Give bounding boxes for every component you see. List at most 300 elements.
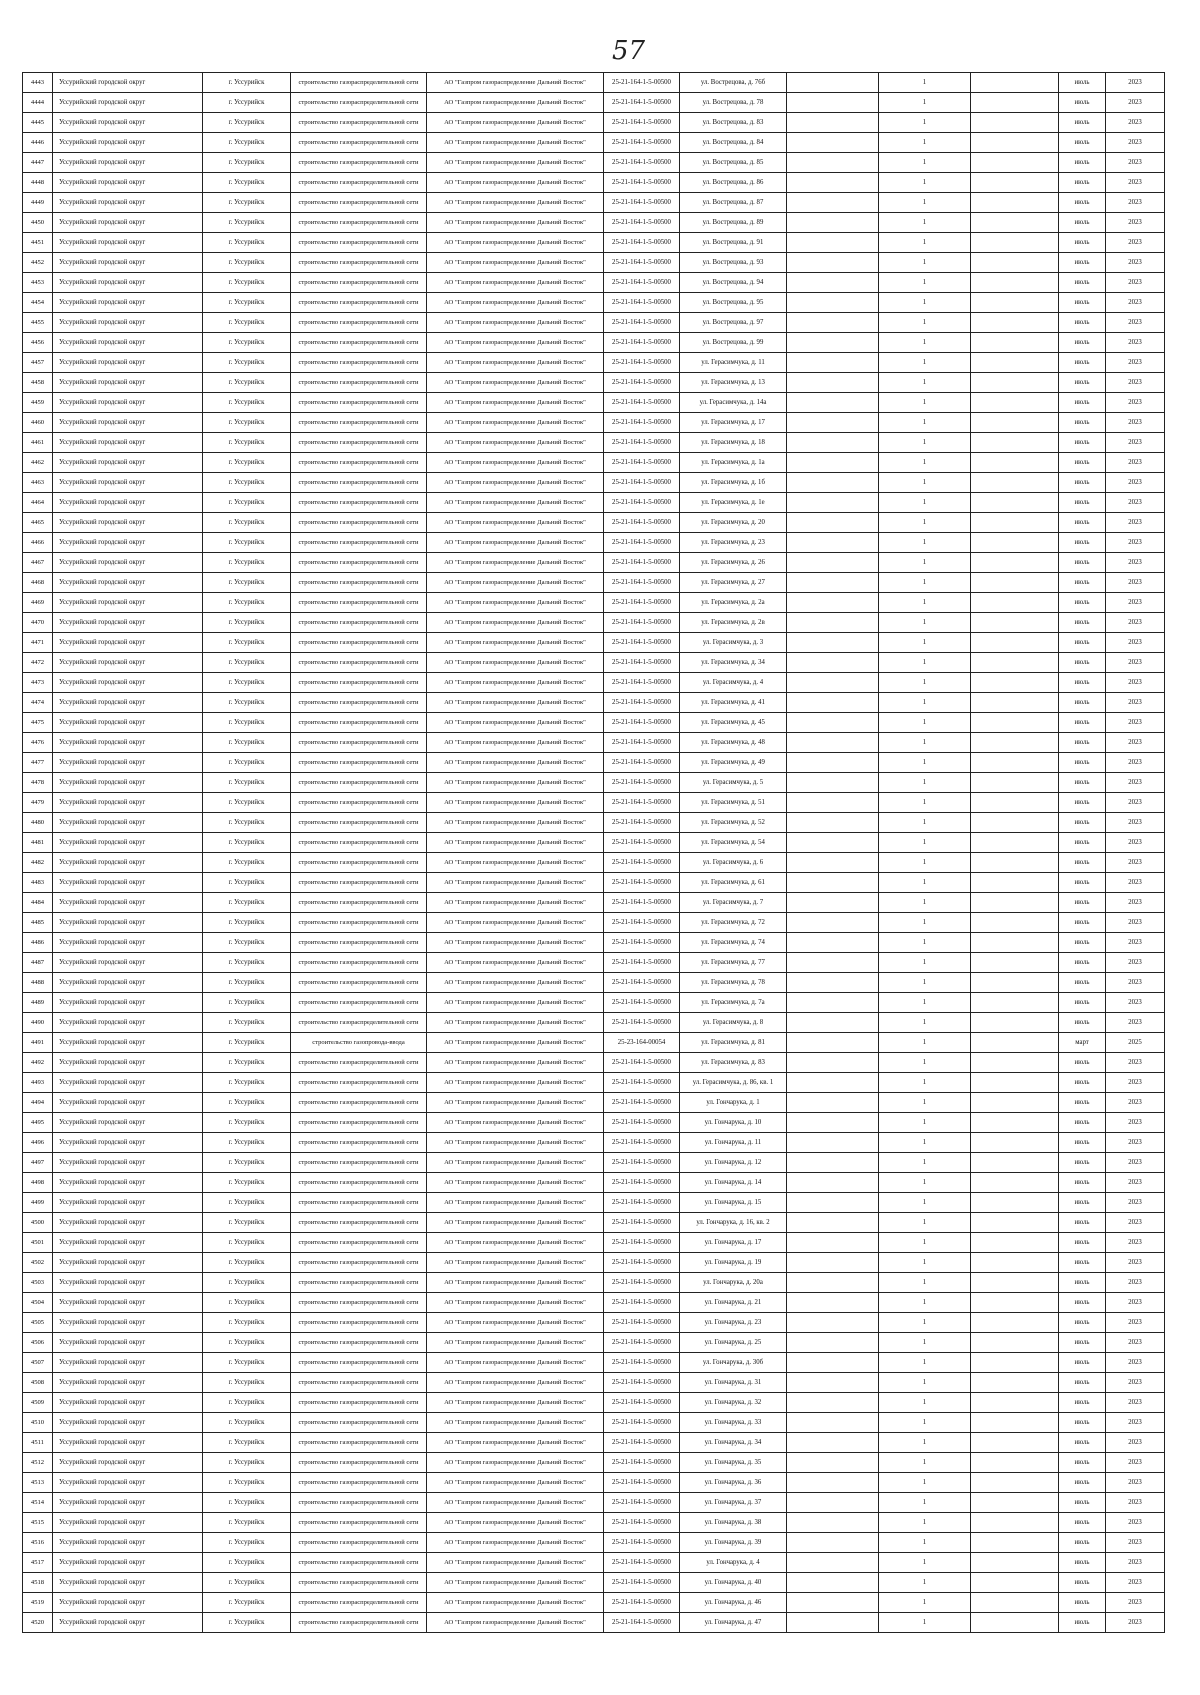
city-cell: г. Уссурийск bbox=[203, 453, 291, 473]
work-type-cell: строительство газораспределительной сети bbox=[291, 1233, 427, 1253]
quantity-cell: 1 bbox=[879, 773, 971, 793]
empty-cell-a bbox=[787, 1313, 879, 1333]
address-cell: ул. Вострецова, д. 99 bbox=[680, 333, 787, 353]
address-cell: ул. Гончарука, д. 31 bbox=[680, 1373, 787, 1393]
table-row bbox=[23, 1433, 1165, 1453]
city-cell: г. Уссурийск bbox=[203, 493, 291, 513]
city-cell: г. Уссурийск bbox=[203, 793, 291, 813]
row-number: 4481 bbox=[23, 833, 53, 853]
city-cell: г. Уссурийск bbox=[203, 853, 291, 873]
city-cell: г. Уссурийск bbox=[203, 333, 291, 353]
work-type-cell: строительство газораспределительной сети bbox=[291, 1373, 427, 1393]
okrug-cell: Уссурийский городской округ bbox=[53, 653, 203, 673]
table-row bbox=[23, 513, 1165, 533]
month-cell: июль bbox=[1059, 1553, 1106, 1573]
address-cell: ул. Вострецова, д. 94 bbox=[680, 273, 787, 293]
year-cell: 2023 bbox=[1106, 1073, 1165, 1093]
program-code-cell: 25-21-164-1-5-00500 bbox=[604, 173, 680, 193]
year-cell: 2023 bbox=[1106, 273, 1165, 293]
row-number: 4477 bbox=[23, 753, 53, 773]
row-number: 4494 bbox=[23, 1093, 53, 1113]
empty-cell-b bbox=[971, 693, 1059, 713]
table-row bbox=[23, 1213, 1165, 1233]
empty-cell-b bbox=[971, 1593, 1059, 1613]
empty-cell-a bbox=[787, 993, 879, 1013]
work-type-cell: строительство газораспределительной сети bbox=[291, 1013, 427, 1033]
row-number: 4474 bbox=[23, 693, 53, 713]
row-number: 4502 bbox=[23, 1253, 53, 1273]
empty-cell-a bbox=[787, 1253, 879, 1273]
program-code-cell: 25-21-164-1-5-00500 bbox=[604, 1093, 680, 1113]
month-cell: июль bbox=[1059, 1413, 1106, 1433]
organization-cell: АО "Газпром газораспределение Дальний Восток" bbox=[427, 593, 604, 613]
okrug-cell: Уссурийский городской округ bbox=[53, 1353, 203, 1373]
year-cell: 2023 bbox=[1106, 1473, 1165, 1493]
organization-cell: АО "Газпром газораспределение Дальний Восток" bbox=[427, 1133, 604, 1153]
month-cell: июль bbox=[1059, 1613, 1106, 1633]
month-cell: июль bbox=[1059, 453, 1106, 473]
month-cell: июль bbox=[1059, 593, 1106, 613]
year-cell: 2023 bbox=[1106, 793, 1165, 813]
city-cell: г. Уссурийск bbox=[203, 573, 291, 593]
city-cell: г. Уссурийск bbox=[203, 673, 291, 693]
okrug-cell: Уссурийский городской округ bbox=[53, 1373, 203, 1393]
okrug-cell: Уссурийский городской округ bbox=[53, 1413, 203, 1433]
program-code-cell: 25-21-164-1-5-00500 bbox=[604, 293, 680, 313]
table-row bbox=[23, 813, 1165, 833]
work-type-cell: строительство газораспределительной сети bbox=[291, 1613, 427, 1633]
program-code-cell: 25-21-164-1-5-00500 bbox=[604, 1113, 680, 1133]
quantity-cell: 1 bbox=[879, 293, 971, 313]
work-type-cell: строительство газораспределительной сети bbox=[291, 1353, 427, 1373]
year-cell: 2023 bbox=[1106, 1533, 1165, 1553]
quantity-cell: 1 bbox=[879, 1253, 971, 1273]
table-row bbox=[23, 293, 1165, 313]
row-number: 4462 bbox=[23, 453, 53, 473]
okrug-cell: Уссурийский городской округ bbox=[53, 573, 203, 593]
program-code-cell: 25-21-164-1-5-00500 bbox=[604, 213, 680, 233]
address-cell: ул. Герасимчука, д. 1е bbox=[680, 493, 787, 513]
empty-cell-a bbox=[787, 273, 879, 293]
year-cell: 2023 bbox=[1106, 413, 1165, 433]
row-number: 4443 bbox=[23, 73, 53, 93]
address-cell: ул. Герасимчука, д. 20 bbox=[680, 513, 787, 533]
row-number: 4505 bbox=[23, 1313, 53, 1333]
month-cell: июль bbox=[1059, 713, 1106, 733]
address-cell: ул. Герасимчука, д. 34 bbox=[680, 653, 787, 673]
okrug-cell: Уссурийский городской округ bbox=[53, 553, 203, 573]
table-row bbox=[23, 1153, 1165, 1173]
work-type-cell: строительство газораспределительной сети bbox=[291, 153, 427, 173]
table-row bbox=[23, 533, 1165, 553]
organization-cell: АО "Газпром газораспределение Дальний Восток" bbox=[427, 1033, 604, 1053]
organization-cell: АО "Газпром газораспределение Дальний Восток" bbox=[427, 1113, 604, 1133]
month-cell: июль bbox=[1059, 853, 1106, 873]
work-type-cell: строительство газораспределительной сети bbox=[291, 613, 427, 633]
year-cell: 2023 bbox=[1106, 913, 1165, 933]
empty-cell-a bbox=[787, 473, 879, 493]
row-number: 4503 bbox=[23, 1273, 53, 1293]
empty-cell-b bbox=[971, 193, 1059, 213]
year-cell: 2023 bbox=[1106, 853, 1165, 873]
month-cell: июль bbox=[1059, 533, 1106, 553]
empty-cell-b bbox=[971, 733, 1059, 753]
organization-cell: АО "Газпром газораспределение Дальний Восток" bbox=[427, 713, 604, 733]
quantity-cell: 1 bbox=[879, 393, 971, 413]
work-type-cell: строительство газораспределительной сети bbox=[291, 1173, 427, 1193]
address-cell: ул. Герасимчука, д. 13 bbox=[680, 373, 787, 393]
organization-cell: АО "Газпром газораспределение Дальний Восток" bbox=[427, 1093, 604, 1113]
okrug-cell: Уссурийский городской округ bbox=[53, 833, 203, 853]
year-cell: 2023 bbox=[1106, 993, 1165, 1013]
empty-cell-a bbox=[787, 1113, 879, 1133]
work-type-cell: строительство газораспределительной сети bbox=[291, 1473, 427, 1493]
empty-cell-b bbox=[971, 1453, 1059, 1473]
work-type-cell: строительство газораспределительной сети bbox=[291, 313, 427, 333]
empty-cell-b bbox=[971, 453, 1059, 473]
okrug-cell: Уссурийский городской округ bbox=[53, 473, 203, 493]
quantity-cell: 1 bbox=[879, 853, 971, 873]
month-cell: июль bbox=[1059, 1573, 1106, 1593]
row-number: 4513 bbox=[23, 1473, 53, 1493]
organization-cell: АО "Газпром газораспределение Дальний Восток" bbox=[427, 333, 604, 353]
organization-cell: АО "Газпром газораспределение Дальний Восток" bbox=[427, 1233, 604, 1253]
quantity-cell: 1 bbox=[879, 1593, 971, 1613]
empty-cell-a bbox=[787, 113, 879, 133]
address-cell: ул. Герасимчука, д. 26 bbox=[680, 553, 787, 573]
address-cell: ул. Вострецова, д. 84 bbox=[680, 133, 787, 153]
empty-cell-b bbox=[971, 73, 1059, 93]
row-number: 4466 bbox=[23, 533, 53, 553]
program-code-cell: 25-21-164-1-5-00500 bbox=[604, 133, 680, 153]
work-type-cell: строительство газораспределительной сети bbox=[291, 1573, 427, 1593]
quantity-cell: 1 bbox=[879, 313, 971, 333]
city-cell: г. Уссурийск bbox=[203, 273, 291, 293]
month-cell: июль bbox=[1059, 1173, 1106, 1193]
city-cell: г. Уссурийск bbox=[203, 1433, 291, 1453]
table-row bbox=[23, 153, 1165, 173]
program-code-cell: 25-21-164-1-5-00500 bbox=[604, 1453, 680, 1473]
organization-cell: АО "Газпром газораспределение Дальний Восток" bbox=[427, 853, 604, 873]
year-cell: 2023 bbox=[1106, 93, 1165, 113]
address-cell: ул. Герасимчука, д. 11 bbox=[680, 353, 787, 373]
program-code-cell: 25-21-164-1-5-00500 bbox=[604, 233, 680, 253]
empty-cell-a bbox=[787, 1533, 879, 1553]
organization-cell: АО "Газпром газораспределение Дальний Восток" bbox=[427, 1193, 604, 1213]
year-cell: 2023 bbox=[1106, 1153, 1165, 1173]
program-code-cell: 25-21-164-1-5-00500 bbox=[604, 513, 680, 533]
empty-cell-b bbox=[971, 153, 1059, 173]
organization-cell: АО "Газпром газораспределение Дальний Восток" bbox=[427, 813, 604, 833]
empty-cell-b bbox=[971, 1613, 1059, 1633]
program-code-cell: 25-21-164-1-5-00500 bbox=[604, 973, 680, 993]
program-code-cell: 25-21-164-1-5-00500 bbox=[604, 1053, 680, 1073]
quantity-cell: 1 bbox=[879, 1333, 971, 1353]
address-cell: ул. Вострецова, д. 76б bbox=[680, 73, 787, 93]
quantity-cell: 1 bbox=[879, 733, 971, 753]
city-cell: г. Уссурийск bbox=[203, 753, 291, 773]
address-cell: ул. Герасимчука, д. 7 bbox=[680, 893, 787, 913]
organization-cell: АО "Газпром газораспределение Дальний Восток" bbox=[427, 653, 604, 673]
quantity-cell: 1 bbox=[879, 1053, 971, 1073]
row-number: 4480 bbox=[23, 813, 53, 833]
month-cell: июль bbox=[1059, 1113, 1106, 1133]
okrug-cell: Уссурийский городской округ bbox=[53, 1393, 203, 1413]
okrug-cell: Уссурийский городской округ bbox=[53, 293, 203, 313]
program-code-cell: 25-21-164-1-5-00500 bbox=[604, 313, 680, 333]
month-cell: июль bbox=[1059, 733, 1106, 753]
quantity-cell: 1 bbox=[879, 1273, 971, 1293]
empty-cell-a bbox=[787, 1173, 879, 1193]
table-row bbox=[23, 1193, 1165, 1213]
table-row bbox=[23, 693, 1165, 713]
organization-cell: АО "Газпром газораспределение Дальний Восток" bbox=[427, 193, 604, 213]
organization-cell: АО "Газпром газораспределение Дальний Восток" bbox=[427, 893, 604, 913]
okrug-cell: Уссурийский городской округ bbox=[53, 1613, 203, 1633]
program-code-cell: 25-21-164-1-5-00500 bbox=[604, 373, 680, 393]
okrug-cell: Уссурийский городской округ bbox=[53, 1493, 203, 1513]
organization-cell: АО "Газпром газораспределение Дальний Восток" bbox=[427, 1553, 604, 1573]
program-code-cell: 25-21-164-1-5-00500 bbox=[604, 1133, 680, 1153]
year-cell: 2023 bbox=[1106, 513, 1165, 533]
organization-cell: АО "Газпром газораспределение Дальний Восток" bbox=[427, 873, 604, 893]
month-cell: июль bbox=[1059, 873, 1106, 893]
row-number: 4450 bbox=[23, 213, 53, 233]
city-cell: г. Уссурийск bbox=[203, 1093, 291, 1113]
organization-cell: АО "Газпром газораспределение Дальний Восток" bbox=[427, 253, 604, 273]
quantity-cell: 1 bbox=[879, 1573, 971, 1593]
year-cell: 2023 bbox=[1106, 1113, 1165, 1133]
quantity-cell: 1 bbox=[879, 893, 971, 913]
city-cell: г. Уссурийск bbox=[203, 873, 291, 893]
month-cell: июль bbox=[1059, 793, 1106, 813]
organization-cell: АО "Газпром газораспределение Дальний Восток" bbox=[427, 673, 604, 693]
quantity-cell: 1 bbox=[879, 193, 971, 213]
program-code-cell: 25-21-164-1-5-00500 bbox=[604, 1573, 680, 1593]
quantity-cell: 1 bbox=[879, 1313, 971, 1333]
year-cell: 2023 bbox=[1106, 1493, 1165, 1513]
empty-cell-a bbox=[787, 1513, 879, 1533]
empty-cell-b bbox=[971, 1213, 1059, 1233]
table-row bbox=[23, 1573, 1165, 1593]
table-row bbox=[23, 953, 1165, 973]
month-cell: июль bbox=[1059, 633, 1106, 653]
row-number: 4472 bbox=[23, 653, 53, 673]
empty-cell-b bbox=[971, 893, 1059, 913]
address-cell: ул. Гончарука, д. 1 bbox=[680, 1093, 787, 1113]
row-number: 4447 bbox=[23, 153, 53, 173]
work-type-cell: строительство газораспределительной сети bbox=[291, 993, 427, 1013]
empty-cell-b bbox=[971, 553, 1059, 573]
month-cell: июль bbox=[1059, 1153, 1106, 1173]
empty-cell-b bbox=[971, 613, 1059, 633]
row-number: 4499 bbox=[23, 1193, 53, 1213]
city-cell: г. Уссурийск bbox=[203, 133, 291, 153]
organization-cell: АО "Газпром газораспределение Дальний Восток" bbox=[427, 1313, 604, 1333]
work-type-cell: строительство газораспределительной сети bbox=[291, 873, 427, 893]
empty-cell-b bbox=[971, 133, 1059, 153]
city-cell: г. Уссурийск bbox=[203, 353, 291, 373]
organization-cell: АО "Газпром газораспределение Дальний Восток" bbox=[427, 1513, 604, 1533]
empty-cell-b bbox=[971, 1393, 1059, 1413]
empty-cell-b bbox=[971, 953, 1059, 973]
table-row bbox=[23, 333, 1165, 353]
address-cell: ул. Гончарука, д. 36 bbox=[680, 1473, 787, 1493]
empty-cell-b bbox=[971, 973, 1059, 993]
empty-cell-a bbox=[787, 1433, 879, 1453]
city-cell: г. Уссурийск bbox=[203, 373, 291, 393]
row-number: 4469 bbox=[23, 593, 53, 613]
city-cell: г. Уссурийск bbox=[203, 933, 291, 953]
quantity-cell: 1 bbox=[879, 273, 971, 293]
table-row bbox=[23, 1373, 1165, 1393]
city-cell: г. Уссурийск bbox=[203, 73, 291, 93]
city-cell: г. Уссурийск bbox=[203, 1013, 291, 1033]
table-row bbox=[23, 753, 1165, 773]
month-cell: июль bbox=[1059, 333, 1106, 353]
table-row bbox=[23, 233, 1165, 253]
table-row bbox=[23, 673, 1165, 693]
empty-cell-b bbox=[971, 1033, 1059, 1053]
city-cell: г. Уссурийск bbox=[203, 733, 291, 753]
month-cell: июль bbox=[1059, 1473, 1106, 1493]
program-code-cell: 25-21-164-1-5-00500 bbox=[604, 1613, 680, 1633]
year-cell: 2023 bbox=[1106, 893, 1165, 913]
program-code-cell: 25-21-164-1-5-00500 bbox=[604, 873, 680, 893]
organization-cell: АО "Газпром газораспределение Дальний Восток" bbox=[427, 1053, 604, 1073]
quantity-cell: 1 bbox=[879, 913, 971, 933]
row-number: 4497 bbox=[23, 1153, 53, 1173]
table-row bbox=[23, 393, 1165, 413]
month-cell: июль bbox=[1059, 193, 1106, 213]
organization-cell: АО "Газпром газораспределение Дальний Восток" bbox=[427, 1173, 604, 1193]
table-row bbox=[23, 733, 1165, 753]
program-code-cell: 25-21-164-1-5-00500 bbox=[604, 1173, 680, 1193]
organization-cell: АО "Газпром газораспределение Дальний Восток" bbox=[427, 993, 604, 1013]
work-type-cell: строительство газораспределительной сети bbox=[291, 113, 427, 133]
table-row bbox=[23, 1493, 1165, 1513]
city-cell: г. Уссурийск bbox=[203, 973, 291, 993]
address-cell: ул. Гончарука, д. 12 bbox=[680, 1153, 787, 1173]
city-cell: г. Уссурийск bbox=[203, 913, 291, 933]
table-row bbox=[23, 853, 1165, 873]
empty-cell-b bbox=[971, 473, 1059, 493]
organization-cell: АО "Газпром газораспределение Дальний Восток" bbox=[427, 1393, 604, 1413]
address-cell: ул. Герасимчука, д. 86, кв. 1 bbox=[680, 1073, 787, 1093]
table-row bbox=[23, 873, 1165, 893]
table-row bbox=[23, 1093, 1165, 1113]
month-cell: июль bbox=[1059, 513, 1106, 533]
program-code-cell: 25-21-164-1-5-00500 bbox=[604, 793, 680, 813]
empty-cell-a bbox=[787, 793, 879, 813]
year-cell: 2023 bbox=[1106, 293, 1165, 313]
work-type-cell: строительство газораспределительной сети bbox=[291, 1133, 427, 1153]
city-cell: г. Уссурийск bbox=[203, 173, 291, 193]
empty-cell-b bbox=[971, 533, 1059, 553]
program-code-cell: 25-21-164-1-5-00500 bbox=[604, 813, 680, 833]
empty-cell-a bbox=[787, 1553, 879, 1573]
year-cell: 2023 bbox=[1106, 1193, 1165, 1213]
table-row bbox=[23, 1293, 1165, 1313]
year-cell: 2023 bbox=[1106, 533, 1165, 553]
okrug-cell: Уссурийский городской округ bbox=[53, 73, 203, 93]
city-cell: г. Уссурийск bbox=[203, 1253, 291, 1273]
year-cell: 2023 bbox=[1106, 1213, 1165, 1233]
row-number: 4446 bbox=[23, 133, 53, 153]
row-number: 4465 bbox=[23, 513, 53, 533]
address-cell: ул. Вострецова, д. 78 bbox=[680, 93, 787, 113]
organization-cell: АО "Газпром газораспределение Дальний Восток" bbox=[427, 933, 604, 953]
year-cell: 2023 bbox=[1106, 673, 1165, 693]
year-cell: 2023 bbox=[1106, 953, 1165, 973]
address-cell: ул. Вострецова, д. 89 bbox=[680, 213, 787, 233]
empty-cell-a bbox=[787, 933, 879, 953]
quantity-cell: 1 bbox=[879, 373, 971, 393]
table-row bbox=[23, 573, 1165, 593]
quantity-cell: 1 bbox=[879, 533, 971, 553]
empty-cell-a bbox=[787, 93, 879, 113]
quantity-cell: 1 bbox=[879, 613, 971, 633]
row-number: 4468 bbox=[23, 573, 53, 593]
address-cell: ул. Герасимчука, д. 61 bbox=[680, 873, 787, 893]
quantity-cell: 1 bbox=[879, 953, 971, 973]
month-cell: июль bbox=[1059, 1253, 1106, 1273]
quantity-cell: 1 bbox=[879, 333, 971, 353]
work-type-cell: строительство газораспределительной сети bbox=[291, 1333, 427, 1353]
quantity-cell: 1 bbox=[879, 753, 971, 773]
program-code-cell: 25-21-164-1-5-00500 bbox=[604, 1513, 680, 1533]
year-cell: 2023 bbox=[1106, 1353, 1165, 1373]
program-code-cell: 25-21-164-1-5-00500 bbox=[604, 1433, 680, 1453]
empty-cell-b bbox=[971, 373, 1059, 393]
address-cell: ул. Герасимчука, д. 1а bbox=[680, 453, 787, 473]
month-cell: июль bbox=[1059, 493, 1106, 513]
city-cell: г. Уссурийск bbox=[203, 253, 291, 273]
city-cell: г. Уссурийск bbox=[203, 833, 291, 853]
city-cell: г. Уссурийск bbox=[203, 1153, 291, 1173]
work-type-cell: строительство газораспределительной сети bbox=[291, 273, 427, 293]
okrug-cell: Уссурийский городской округ bbox=[53, 1173, 203, 1193]
quantity-cell: 1 bbox=[879, 133, 971, 153]
work-type-cell: строительство газораспределительной сети bbox=[291, 1313, 427, 1333]
quantity-cell: 1 bbox=[879, 1093, 971, 1113]
work-type-cell: строительство газораспределительной сети bbox=[291, 593, 427, 613]
month-cell: июль bbox=[1059, 753, 1106, 773]
program-code-cell: 25-21-164-1-5-00500 bbox=[604, 93, 680, 113]
empty-cell-b bbox=[971, 813, 1059, 833]
year-cell: 2023 bbox=[1106, 433, 1165, 453]
city-cell: г. Уссурийск bbox=[203, 1293, 291, 1313]
organization-cell: АО "Газпром газораспределение Дальний Восток" bbox=[427, 1153, 604, 1173]
table-row bbox=[23, 833, 1165, 853]
table-row bbox=[23, 553, 1165, 573]
okrug-cell: Уссурийский городской округ bbox=[53, 1013, 203, 1033]
city-cell: г. Уссурийск bbox=[203, 513, 291, 533]
okrug-cell: Уссурийский городской округ bbox=[53, 1213, 203, 1233]
organization-cell: АО "Газпром газораспределение Дальний Восток" bbox=[427, 1293, 604, 1313]
city-cell: г. Уссурийск bbox=[203, 893, 291, 913]
city-cell: г. Уссурийск bbox=[203, 1033, 291, 1053]
work-type-cell: строительство газораспределительной сети bbox=[291, 693, 427, 713]
empty-cell-a bbox=[787, 1413, 879, 1433]
organization-cell: АО "Газпром газораспределение Дальний Восток" bbox=[427, 753, 604, 773]
okrug-cell: Уссурийский городской округ bbox=[53, 913, 203, 933]
address-cell: ул. Гончарука, д. 37 bbox=[680, 1493, 787, 1513]
work-type-cell: строительство газораспределительной сети bbox=[291, 393, 427, 413]
empty-cell-b bbox=[971, 1533, 1059, 1553]
year-cell: 2023 bbox=[1106, 1053, 1165, 1073]
row-number: 4476 bbox=[23, 733, 53, 753]
